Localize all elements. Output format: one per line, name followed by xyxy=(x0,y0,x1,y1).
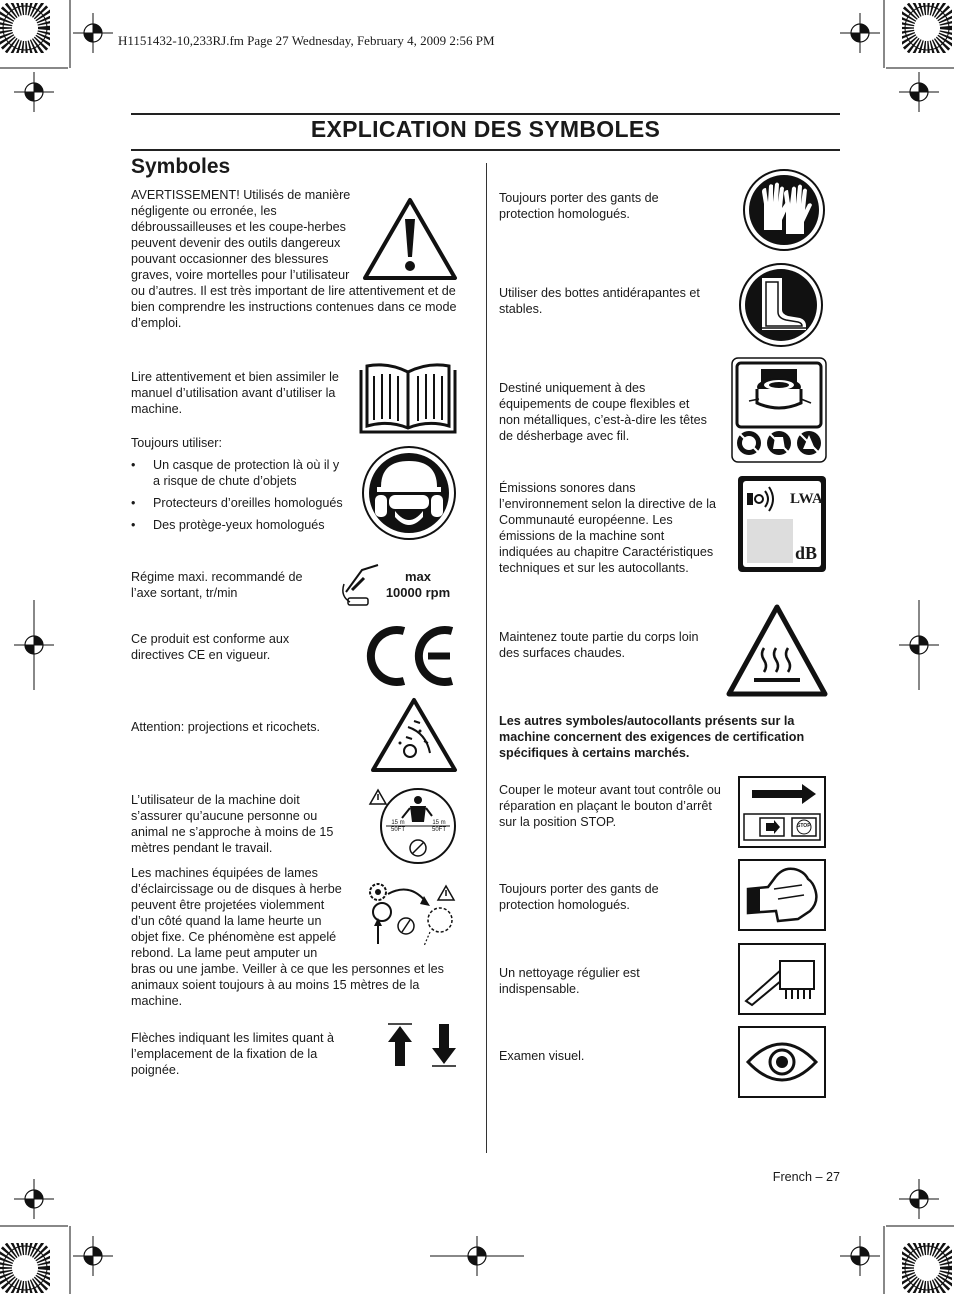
projection-text: Attention: projections et ricochets. xyxy=(131,720,321,734)
boots-icon xyxy=(738,262,824,348)
hot-surface-text: Maintenez toute partie du corps loin des surfaces chaudes. xyxy=(499,630,699,660)
cleaning-brush-icon xyxy=(738,943,826,1015)
manual-text: Lire attentivement et bien assimiler le manuel d’utilisation avant d’utiliser la machine. xyxy=(131,370,339,416)
section-title: Symboles xyxy=(131,155,231,178)
trimmer-text: Destiné uniquement à des équipements de coupe flexibles et non métalliques, c’est-à-dire les têtes de désherbage avec fil. xyxy=(499,381,707,443)
warning-text: AVERTISSEMENT! Utilisés de manière négligente ou erronée, les débroussailleuses et les coupe-herbes peuvent devenir des outils dangereux pouvant occasionner des blessures graves, voire mortelles pour l’utilisateur ou d’autres. Il est très important de lire attentivement et de bien comprendre les instructions contenues dans ce mode d’emploi. xyxy=(131,188,457,330)
noise-text: Émissions sonores dans l’environnement selon la directive de la Communauté européenne. Les émissions de la machine sont indiquées au chapitre Caractéristiques techniques et sur les autocollants. xyxy=(499,481,717,575)
list-item: • Protecteurs d’oreilles homologués xyxy=(131,495,346,511)
work-glove-icon xyxy=(738,859,826,931)
trimmer-head-only-icon xyxy=(731,357,827,463)
visual-check-text: Examen visuel. xyxy=(499,1049,585,1063)
rpm-value-label: 10000 rpm xyxy=(385,585,451,600)
helmet-goggles-earmuffs-icon xyxy=(361,445,457,541)
eye-icon xyxy=(738,1026,826,1098)
distance-meters-label: 15 m xyxy=(391,820,405,826)
cleaning-text: Un nettoyage régulier est indispensable. xyxy=(499,966,640,996)
distance-feet-label: 50FT xyxy=(432,827,447,833)
rpm-shaft-icon xyxy=(340,562,380,610)
column-divider xyxy=(486,163,487,1153)
always-use-label: Toujours utiliser: xyxy=(131,436,222,450)
warning-triangle-icon xyxy=(362,197,458,281)
open-book-icon xyxy=(358,362,458,434)
gloves-icon xyxy=(742,168,826,252)
rpm-text: Régime maxi. recommandé de l’axe sortant, tr/min xyxy=(131,570,303,600)
stop-engine-icon xyxy=(738,776,826,848)
rpm-max-label: max xyxy=(404,569,432,584)
noise-lwa-label: LWA xyxy=(790,491,823,507)
boots-text: Utiliser des bottes antidérapantes et stables. xyxy=(499,286,700,316)
arrows-text: Flèches indiquant les limites quant à l’emplacement de la fixation de la poignée. xyxy=(131,1031,335,1077)
gloves-text: Toujours porter des gants de protection homologués. xyxy=(499,191,659,221)
page-title: EXPLICATION DES SYMBOLES xyxy=(310,116,661,142)
projection-warning-icon xyxy=(370,697,458,773)
hot-surface-icon xyxy=(726,604,828,698)
file-header: H1151432-10,233RJ.fm Page 27 Wednesday, February 4, 2009 2:56 PM xyxy=(118,33,495,48)
kickback-blade-icon xyxy=(366,880,462,950)
list-item: • Des protège-yeux homologués xyxy=(131,517,346,533)
ce-mark-icon xyxy=(366,625,460,687)
protection-list xyxy=(131,457,346,539)
stop-text: Couper le moteur avant tout contrôle ou réparation en plaçant le bouton d’arrêt sur la position STOP. xyxy=(499,783,721,829)
ce-text: Ce produit est conforme aux directives CE en vigueur. xyxy=(131,632,290,662)
title-rule-bottom xyxy=(131,149,840,151)
list-item: • Un casque de protection là où il y a risque de chute d’objets xyxy=(131,457,346,489)
other-symbols-heading: Les autres symboles/autocollants présents sur la machine concernent des exigences de certification spécifiques à certains marchés. xyxy=(499,714,805,760)
title-rule-top xyxy=(131,113,840,115)
distance-meters-label: 15 m xyxy=(432,820,446,826)
distance-feet-label: 50FT xyxy=(391,827,406,833)
kickback-text: Les machines équipées de lames d’éclaircissage ou de disques à herbe peuvent être projetées violemment d’un côté quand la lame heurte un objet fixe. Ce phénomène est appelé rebond. La lame peut amputer un bras ou une jambe. Veiller à ce que les personnes et les animaux soient toujours à au moins 15 mètres de la machine. xyxy=(131,866,444,1008)
noise-db-label: dB xyxy=(795,543,818,563)
page-number: French – 27 xyxy=(772,1170,840,1184)
rpm-label xyxy=(378,569,458,601)
stop-label: STOP xyxy=(797,823,811,829)
distance-label-right xyxy=(432,820,446,834)
gloves2-text: Toujours porter des gants de protection homologués. xyxy=(499,882,659,912)
distance-label-left xyxy=(391,820,405,834)
handle-limit-arrows-icon xyxy=(384,1022,460,1068)
distance-text: L’utilisateur de la machine doit s’assurer qu’aucune personne ou animal ne s’approche à moins de 15 mètres pendant le travail. xyxy=(131,793,334,855)
